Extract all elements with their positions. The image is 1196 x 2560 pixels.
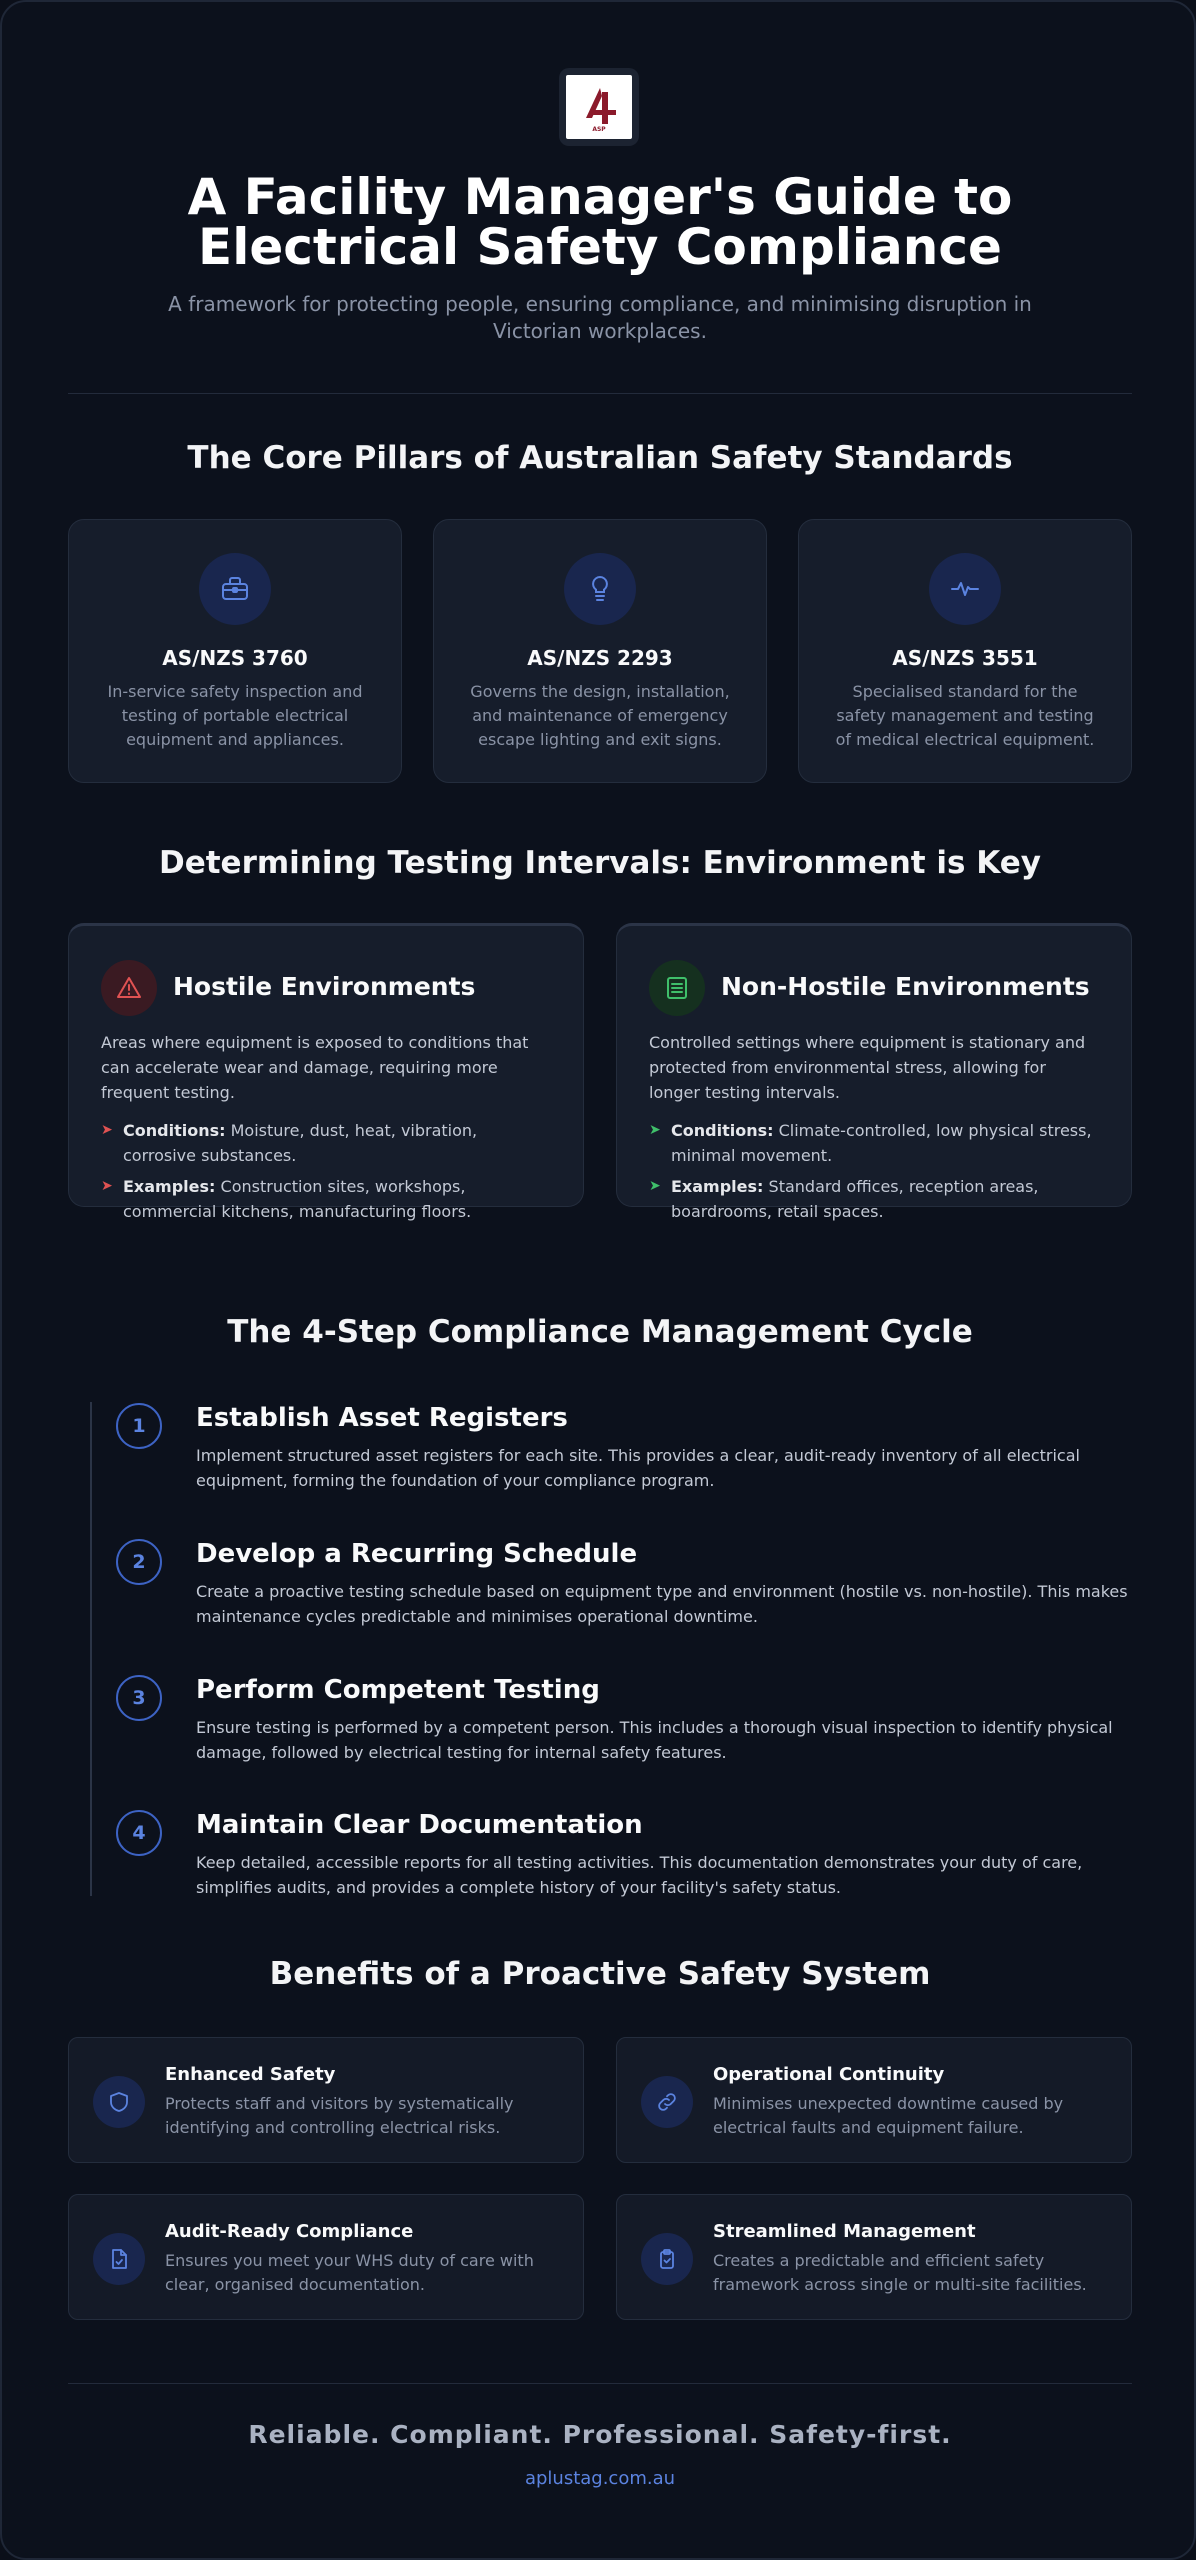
list-item xyxy=(649,1174,1101,1224)
link-icon xyxy=(641,2076,693,2128)
footer-tagline: Reliable. Compliant. Professional. Safety-first. xyxy=(248,2420,952,2449)
pillar-title: AS/NZS 3760 xyxy=(162,646,308,670)
step-title: Establish Asset Registers xyxy=(196,1403,568,1433)
warning-icon xyxy=(101,960,157,1016)
heartbeat-icon xyxy=(929,553,1001,625)
pillar-card-3760 xyxy=(68,519,402,783)
env-description: Controlled settings where equipment is stationary and protected from environmental stress, allowing for longer testing intervals. xyxy=(649,1033,1086,1102)
pillar-title: AS/NZS 2293 xyxy=(527,646,673,670)
shield-icon xyxy=(93,2076,145,2128)
logo-mark-icon xyxy=(576,84,622,130)
step-text: Ensure testing is performed by a competent person. This includes a thorough visual inspection to identify physical damage, followed by electrical testing for internal safety features. xyxy=(196,1718,1113,1762)
pillar-text: In-service safety inspection and testing of portable electrical equipment and appliances. xyxy=(107,682,363,749)
step-text: Implement structured asset registers for each site. This provides a clear, audit-ready inventory of all electrical equipment, forming the foundation of your compliance program. xyxy=(196,1446,1080,1490)
benefit-text: Minimises unexpected downtime caused by electrical faults and equipment failure. xyxy=(713,2094,1064,2137)
env-list xyxy=(101,1118,553,1230)
benefit-card-operational-continuity xyxy=(616,2037,1132,2163)
website-link[interactable]: aplustag.com.au xyxy=(524,2468,676,2489)
timeline-line xyxy=(90,1402,92,1896)
benefit-card-audit-ready xyxy=(68,2194,584,2320)
env-title: Hostile Environments xyxy=(173,972,476,1001)
lightbulb-icon xyxy=(564,553,636,625)
benefit-title: Operational Continuity xyxy=(713,2064,945,2085)
benefit-title: Enhanced Safety xyxy=(165,2064,336,2085)
benefits-heading: Benefits of a Proactive Safety System xyxy=(269,1956,931,1992)
divider xyxy=(68,393,1132,394)
pillar-card-2293 xyxy=(433,519,767,783)
logo-frame xyxy=(559,68,639,146)
clipboard-check-icon xyxy=(641,2233,693,2285)
arrow-right-icon: ➤ xyxy=(649,1178,661,1194)
examples-label: Examples: xyxy=(671,1177,764,1196)
pillar-text: Governs the design, installation, and maintenance of emergency escape lighting and exit signs. xyxy=(470,682,730,749)
benefit-text: Creates a predictable and efficient safety framework across single or multi-site facilities. xyxy=(713,2251,1087,2294)
arrow-right-icon: ➤ xyxy=(101,1178,113,1194)
list-item xyxy=(649,1118,1101,1168)
pillar-card-3551 xyxy=(798,519,1132,783)
step-number: 2 xyxy=(116,1539,162,1585)
step-number: 4 xyxy=(116,1810,162,1856)
step-title: Perform Competent Testing xyxy=(196,1675,600,1705)
step-title: Develop a Recurring Schedule xyxy=(196,1539,638,1569)
list-item xyxy=(101,1174,553,1224)
conditions-text: Climate-controlled, low physical stress, minimal movement. xyxy=(671,1121,1092,1165)
conditions-text: Moisture, dust, heat, vibration, corrosive substances. xyxy=(123,1121,478,1165)
pillar-text: Specialised standard for the safety management and testing of medical electrical equipment. xyxy=(835,682,1095,749)
examples-text: Construction sites, workshops, commercial kitchens, manufacturing floors. xyxy=(123,1177,472,1221)
arrow-right-icon: ➤ xyxy=(101,1122,113,1138)
non-hostile-environments-card xyxy=(616,923,1132,1221)
benefit-title: Audit-Ready Compliance xyxy=(165,2221,414,2242)
benefit-card-enhanced-safety xyxy=(68,2037,584,2163)
step-number: 1 xyxy=(116,1403,162,1449)
step-title: Maintain Clear Documentation xyxy=(196,1810,643,1840)
step-text: Keep detailed, accessible reports for all testing activities. This documentation demonstrates your duty of care, simplifies audits, and provides a complete history of your facility's safety status. xyxy=(196,1853,1083,1897)
cycle-heading: The 4-Step Compliance Management Cycle xyxy=(227,1314,973,1350)
pillar-title: AS/NZS 3551 xyxy=(892,646,1038,670)
step-number: 3 xyxy=(116,1675,162,1721)
pillars-heading: The Core Pillars of Australian Safety Standards xyxy=(187,440,1013,476)
examples-label: Examples: xyxy=(123,1177,216,1196)
environments-heading: Determining Testing Intervals: Environment is Key xyxy=(158,845,1042,881)
company-logo xyxy=(566,75,632,139)
arrow-right-icon: ➤ xyxy=(649,1122,661,1138)
examples-text: Standard offices, reception areas, boardrooms, retail spaces. xyxy=(671,1177,1039,1221)
hostile-environments-card xyxy=(68,923,584,1221)
step-text: Create a proactive testing schedule based on equipment type and environment (hostile vs. non-hostile). This makes maintenance cycles predictable and minimises operational downtime. xyxy=(196,1582,1128,1626)
logo-text: ASP xyxy=(592,126,606,133)
benefit-text: Ensures you meet your WHS duty of care with clear, organised documentation. xyxy=(165,2251,534,2294)
file-check-icon xyxy=(93,2233,145,2285)
env-description: Areas where equipment is exposed to conditions that can accelerate wear and damage, requiring more frequent testing. xyxy=(101,1033,529,1102)
env-title: Non-Hostile Environments xyxy=(721,972,1090,1001)
divider xyxy=(68,2383,1132,2384)
benefit-title: Streamlined Management xyxy=(713,2221,976,2242)
toolbox-icon xyxy=(199,553,271,625)
conditions-label: Conditions: xyxy=(671,1121,774,1140)
page-subtitle: A framework for protecting people, ensuring compliance, and minimising disruption in Victorian workplaces. xyxy=(168,292,1032,343)
page-title: A Facility Manager's Guide to Electrical Safety Compliance xyxy=(187,168,1013,276)
env-list xyxy=(649,1118,1101,1230)
benefit-card-streamlined xyxy=(616,2194,1132,2320)
conditions-label: Conditions: xyxy=(123,1121,226,1140)
document-list-icon xyxy=(649,960,705,1016)
list-item xyxy=(101,1118,553,1168)
benefit-text: Protects staff and visitors by systematically identifying and controlling electrical risks. xyxy=(165,2094,514,2137)
